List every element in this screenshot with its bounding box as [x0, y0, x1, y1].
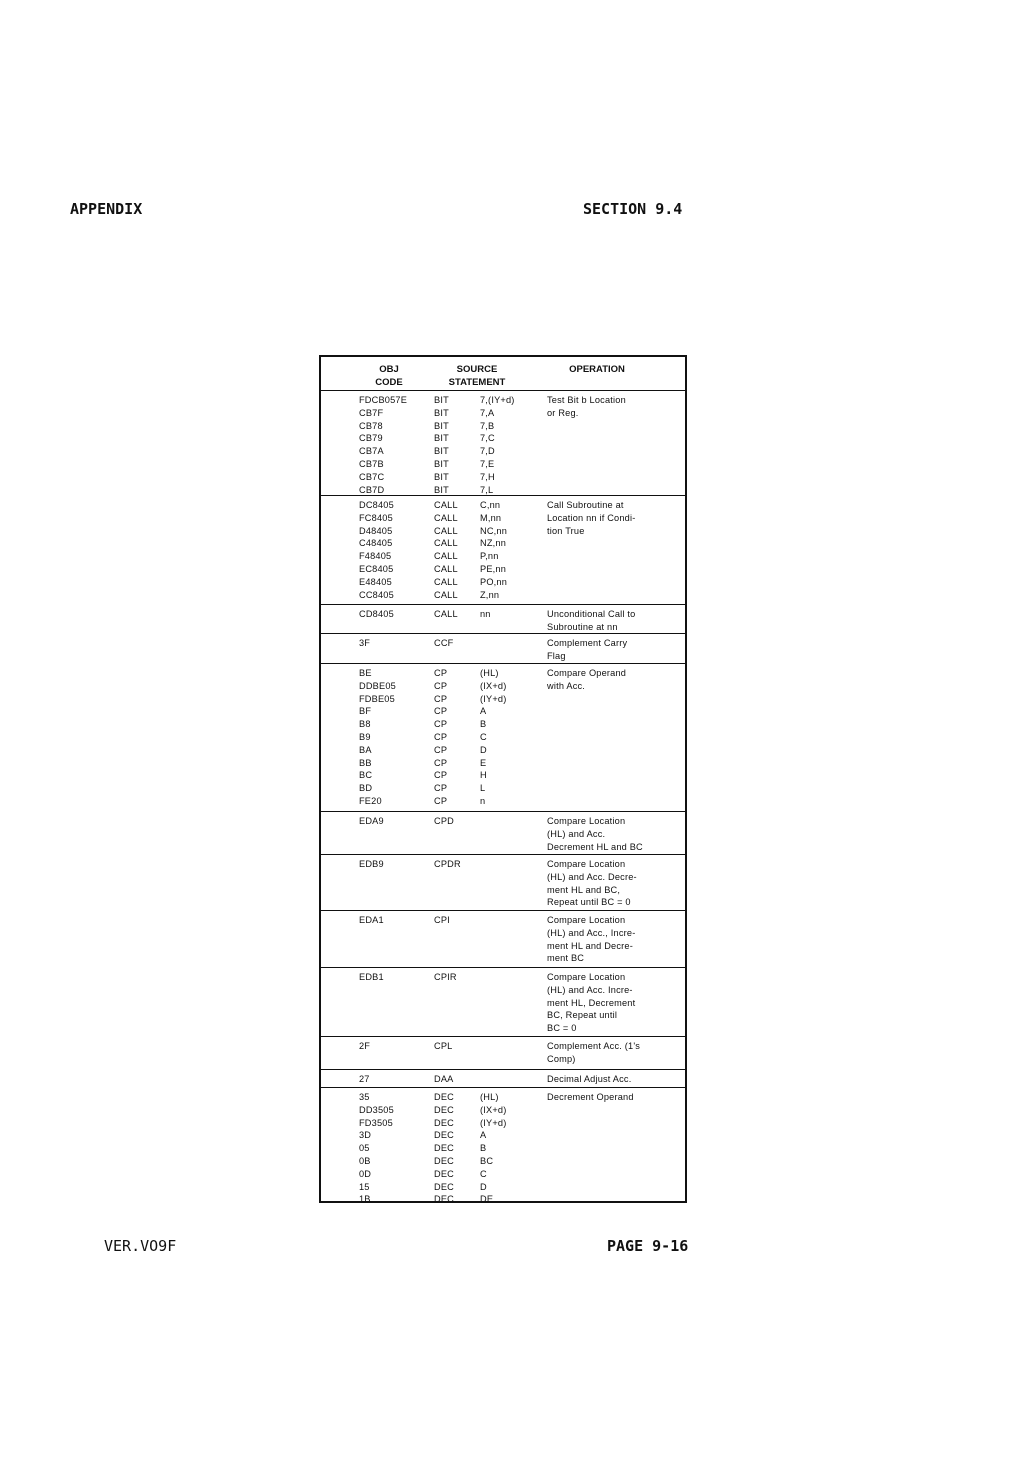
operation-line: (HL) and Acc., Incre- [547, 927, 636, 938]
operation-line: Compare Location [547, 816, 626, 826]
group-separator [321, 390, 685, 391]
operand-cell: (HL) [480, 668, 499, 678]
mnemonic-cell: DEC [434, 1117, 454, 1128]
obj-code-cell: C48405 [359, 538, 393, 549]
group-separator [321, 633, 685, 634]
mnemonic-cell: CP [434, 783, 448, 794]
obj-code-cell: 0D [359, 1168, 372, 1179]
operand-cell: 7,A [480, 407, 495, 418]
operation-line: Decimal Adjust Acc. [547, 1074, 632, 1084]
col-header-source-line1: SOURCE [456, 364, 498, 375]
instruction-table [319, 355, 687, 1203]
mnemonic-cell: CALL [434, 538, 458, 549]
footer-right: PAGE 9-16 [607, 1237, 689, 1255]
mnemonic-cell: CALL [434, 500, 458, 510]
obj-code-cell: BB [359, 757, 372, 768]
operand-cell: n [480, 796, 486, 806]
footer-left: VER.VO9F [104, 1237, 177, 1255]
mnemonic-cell: CALL [434, 589, 458, 600]
obj-code-cell: CB78 [359, 420, 383, 431]
operation-line: ment HL and Decre- [547, 940, 633, 951]
operation-line: (HL) and Acc. Decre- [547, 871, 637, 882]
mnemonic-cell: CP [434, 770, 448, 781]
obj-code-cell: 2F [359, 1041, 371, 1051]
obj-code-cell: DD3505 [359, 1104, 394, 1115]
operation-line: BC = 0 [547, 1023, 577, 1034]
mnemonic-cell: CPL [434, 1041, 453, 1051]
mnemonic-cell: CALL [434, 564, 458, 574]
operand-cell: B [480, 719, 487, 730]
operand-cell: (IX+d) [480, 1104, 507, 1115]
obj-code-cell: BC [359, 770, 373, 781]
mnemonic-cell: CP [434, 706, 448, 717]
mnemonic-cell: CP [434, 680, 448, 691]
operand-cell: H [480, 770, 487, 781]
obj-code-cell: 3D [359, 1130, 372, 1141]
col-header-operation: OPERATION [569, 364, 625, 375]
mnemonic-cell: CP [434, 796, 448, 806]
mnemonic-cell: BIT [434, 433, 449, 444]
operand-cell: nn [480, 609, 491, 619]
obj-code-cell: 15 [359, 1181, 370, 1192]
operation-line: Repeat until BC = 0 [547, 897, 631, 908]
mnemonic-cell: CP [434, 744, 448, 755]
mnemonic-cell: BIT [434, 395, 449, 405]
operand-cell: C [480, 1168, 487, 1179]
group-separator [321, 1087, 685, 1088]
mnemonic-cell: DEC [434, 1130, 454, 1141]
obj-code-cell: EDB9 [359, 859, 384, 869]
col-header-obj-line1: OBJ [379, 364, 399, 375]
operation-line: Compare Location [547, 972, 626, 982]
obj-code-cell: CB7C [359, 471, 385, 482]
group-separator [321, 1036, 685, 1037]
operand-cell: 7,H [480, 471, 495, 482]
operation-line: (HL) and Acc. Incre- [547, 984, 633, 995]
operand-cell: 7,B [480, 420, 495, 431]
operation-line: Compare Location [547, 915, 626, 925]
operand-cell: 7,(IY+d) [480, 395, 515, 405]
obj-code-cell: CB7B [359, 459, 384, 469]
obj-code-cell: CC8405 [359, 589, 394, 600]
operand-cell: NZ,nn [480, 538, 507, 549]
obj-code-cell: FC8405 [359, 512, 393, 523]
operand-cell: 7,E [480, 459, 495, 469]
operation-line: BC, Repeat until [547, 1010, 618, 1021]
mnemonic-cell: BIT [434, 407, 449, 418]
mnemonic-cell: BIT [434, 471, 449, 482]
operand-cell: BC [480, 1156, 494, 1166]
operation-line: Decrement HL and BC [547, 841, 643, 852]
operation-line: ment HL, Decrement [547, 997, 636, 1008]
mnemonic-cell: CP [434, 668, 448, 678]
operation-line: with Acc. [547, 680, 586, 691]
mnemonic-cell: BIT [434, 484, 449, 495]
mnemonic-cell: CP [434, 732, 448, 742]
operand-cell: B [480, 1143, 487, 1154]
obj-code-cell: EDB1 [359, 972, 384, 982]
operand-cell: A [480, 1130, 487, 1141]
mnemonic-cell: BIT [434, 446, 449, 457]
mnemonic-cell: CP [434, 757, 448, 768]
mnemonic-cell: DEC [434, 1092, 454, 1102]
operation-line: Complement Carry [547, 638, 628, 648]
operand-cell: D [480, 1181, 487, 1192]
obj-code-cell: 05 [359, 1143, 370, 1154]
mnemonic-cell: CPI [434, 915, 450, 925]
obj-code-cell: EDA9 [359, 816, 384, 826]
obj-code-cell: B9 [359, 732, 371, 742]
operation-line: (HL) and Acc. [547, 828, 606, 839]
mnemonic-cell: DEC [434, 1194, 454, 1205]
operand-cell: 7,D [480, 446, 495, 457]
obj-code-cell: E48405 [359, 576, 392, 587]
operand-cell: A [480, 706, 487, 717]
group-separator [321, 604, 685, 605]
col-header-source-line2: STATEMENT [448, 377, 506, 388]
obj-code-cell: CB79 [359, 433, 383, 444]
operand-cell: D [480, 744, 487, 755]
operation-line: Decrement Operand [547, 1092, 634, 1102]
mnemonic-cell: CPDR [434, 859, 461, 869]
operation-line: or Reg. [547, 407, 579, 418]
mnemonic-cell: CALL [434, 576, 458, 587]
operand-cell: (HL) [480, 1092, 499, 1102]
mnemonic-cell: BIT [434, 459, 449, 469]
operation-line: Test Bit b Location [547, 395, 626, 405]
operation-line: Unconditional Call to [547, 609, 636, 619]
operation-line: Subroutine at nn [547, 621, 618, 632]
operand-cell: L [480, 783, 486, 794]
group-separator [321, 910, 685, 911]
mnemonic-cell: CPD [434, 816, 454, 826]
mnemonic-cell: CALL [434, 525, 458, 536]
operation-line: Location nn if Condi- [547, 512, 636, 523]
header-left: APPENDIX [70, 200, 143, 218]
operand-cell: DE [480, 1194, 494, 1205]
obj-code-cell: D48405 [359, 525, 393, 536]
mnemonic-cell: CP [434, 693, 448, 704]
obj-code-cell: FD3505 [359, 1117, 393, 1128]
group-separator [321, 967, 685, 968]
operation-line: Compare Operand [547, 668, 627, 678]
mnemonic-cell: DEC [434, 1104, 454, 1115]
operation-line: Call Subroutine at [547, 500, 624, 510]
operand-cell: P,nn [480, 551, 499, 562]
operand-cell: (IY+d) [480, 1117, 507, 1128]
group-separator [321, 495, 685, 496]
group-separator [321, 1069, 685, 1070]
mnemonic-cell: CP [434, 719, 448, 730]
obj-code-cell: BE [359, 668, 372, 678]
obj-code-cell: 1B [359, 1194, 371, 1205]
operand-cell: (IY+d) [480, 693, 507, 704]
col-header-source [429, 363, 525, 389]
mnemonic-cell: CALL [434, 512, 458, 523]
obj-code-cell: B8 [359, 719, 371, 730]
obj-code-cell: 0B [359, 1156, 371, 1166]
operation-line: ment BC [547, 953, 585, 964]
obj-code-cell: FDCB057E [359, 395, 408, 405]
obj-code-cell: CB7D [359, 484, 385, 495]
mnemonic-cell: CALL [434, 609, 458, 619]
operation-line: Flag [547, 650, 566, 661]
mnemonic-cell: CPIR [434, 972, 457, 982]
obj-code-cell: 27 [359, 1074, 370, 1084]
mnemonic-cell: DEC [434, 1156, 454, 1166]
obj-code-cell: 3F [359, 638, 371, 648]
operation-line: Complement Acc. (1's [547, 1041, 641, 1051]
obj-code-cell: FDBE05 [359, 693, 395, 704]
mnemonic-cell: DEC [434, 1143, 454, 1154]
obj-code-cell: BF [359, 706, 372, 717]
operand-cell: 7,L [480, 484, 494, 495]
operand-cell: Z,nn [480, 589, 500, 600]
mnemonic-cell: BIT [434, 420, 449, 431]
obj-code-cell: CD8405 [359, 609, 394, 619]
operand-cell: C,nn [480, 500, 501, 510]
operation-line: Compare Location [547, 859, 626, 869]
group-separator [321, 811, 685, 812]
operand-cell: C [480, 732, 487, 742]
group-separator [321, 854, 685, 855]
operand-cell: E [480, 757, 487, 768]
operand-cell: M,nn [480, 512, 502, 523]
group-separator [321, 663, 685, 664]
obj-code-cell: CB7A [359, 446, 384, 457]
obj-code-cell: DDBE05 [359, 680, 396, 691]
obj-code-cell: EC8405 [359, 564, 394, 574]
operation-line: Comp) [547, 1053, 576, 1064]
mnemonic-cell: DEC [434, 1168, 454, 1179]
mnemonic-cell: CCF [434, 638, 454, 648]
operand-cell: 7,C [480, 433, 495, 444]
operand-cell: NC,nn [480, 525, 508, 536]
operand-cell: (IX+d) [480, 680, 507, 691]
obj-code-cell: BA [359, 744, 372, 755]
obj-code-cell: CB7F [359, 407, 384, 418]
mnemonic-cell: DAA [434, 1074, 454, 1084]
obj-code-cell: BD [359, 783, 373, 794]
mnemonic-cell: CALL [434, 551, 458, 562]
operand-cell: PE,nn [480, 564, 507, 574]
obj-code-cell: EDA1 [359, 915, 384, 925]
operation-line: ment HL and BC, [547, 884, 621, 895]
obj-code-cell: DC8405 [359, 500, 394, 510]
obj-code-cell: F48405 [359, 551, 392, 562]
col-header-obj-line2: CODE [375, 377, 403, 388]
obj-code-cell: FE20 [359, 796, 382, 806]
mnemonic-cell: DEC [434, 1181, 454, 1192]
operand-cell: PO,nn [480, 576, 508, 587]
col-header-obj [349, 363, 429, 389]
header-right: SECTION 9.4 [583, 200, 683, 218]
operation-line: tion True [547, 525, 585, 536]
obj-code-cell: 35 [359, 1092, 370, 1102]
